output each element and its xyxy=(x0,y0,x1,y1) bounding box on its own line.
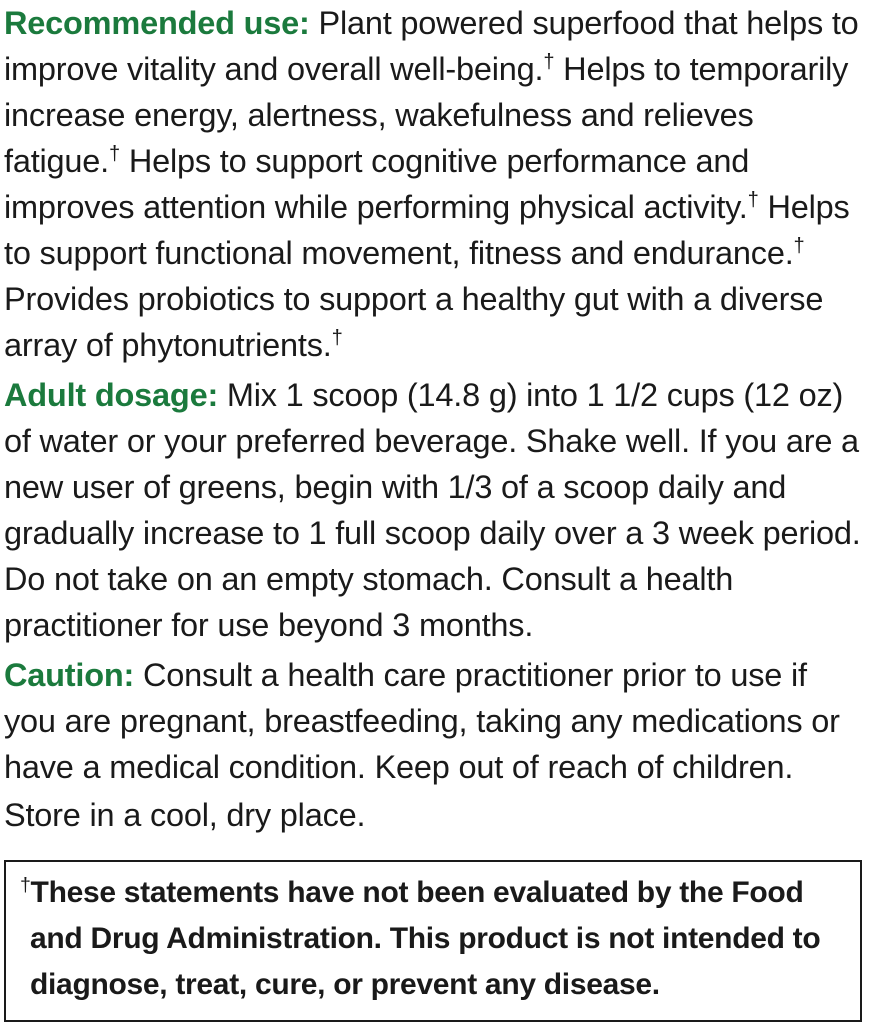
layout-spacer xyxy=(4,842,862,856)
recommended-use-text-4: Helps to support functional movement, fitness and endurance. xyxy=(4,189,850,271)
dagger-icon: † xyxy=(543,51,555,74)
fda-disclaimer-text: These statements have not been evaluated by the Food and Drug Administration. This product is not intended to diagnose, treat, cure, or prevent any disease. xyxy=(30,876,821,1001)
adult-dosage-text: Mix 1 scoop (14.8 g) into 1 1/2 cups (12 oz) of water or your preferred beverage. Shake well. If you are a new user of greens, begin with 1/3 of a scoop daily and gradually increase to 1 full scoop daily over a 3 week period. Do not take on an empty stomach. Consult a health practitioner for use beyond 3 months. xyxy=(4,377,861,643)
recommended-use-text-1: Plant powered superfood that helps to improve vitality and overall well-being. xyxy=(4,5,859,87)
adult-dosage-paragraph xyxy=(4,372,862,648)
recommended-use-text-5: Provides probiotics to support a healthy gut with a diverse array of phytonutrients. xyxy=(4,281,824,363)
recommended-use-paragraph xyxy=(4,0,862,368)
dagger-icon: † xyxy=(793,235,805,258)
adult-dosage-heading: Adult dosage: xyxy=(4,377,219,413)
fda-disclaimer-paragraph xyxy=(20,870,846,1008)
recommended-use-text-2: Helps to temporarily increase energy, alertness, wakefulness and relieves fatigue. xyxy=(4,51,849,179)
fda-disclaimer-box xyxy=(4,860,862,1022)
caution-paragraph xyxy=(4,652,862,790)
storage-paragraph: Store in a cool, dry place. xyxy=(4,797,366,833)
dagger-icon: † xyxy=(747,189,759,212)
caution-text: Consult a health care practitioner prior to use if you are pregnant, breastfeeding, taking any medications or have a medical condition. Keep out of reach of children. xyxy=(4,657,840,785)
dagger-icon: † xyxy=(331,327,343,350)
caution-heading: Caution: xyxy=(4,657,135,693)
recommended-use-text-3: Helps to support cognitive performance and improves attention while performing physical activity. xyxy=(4,143,750,225)
dagger-icon: † xyxy=(20,874,31,896)
dagger-icon: † xyxy=(109,143,121,166)
recommended-use-heading: Recommended use: xyxy=(4,5,310,41)
